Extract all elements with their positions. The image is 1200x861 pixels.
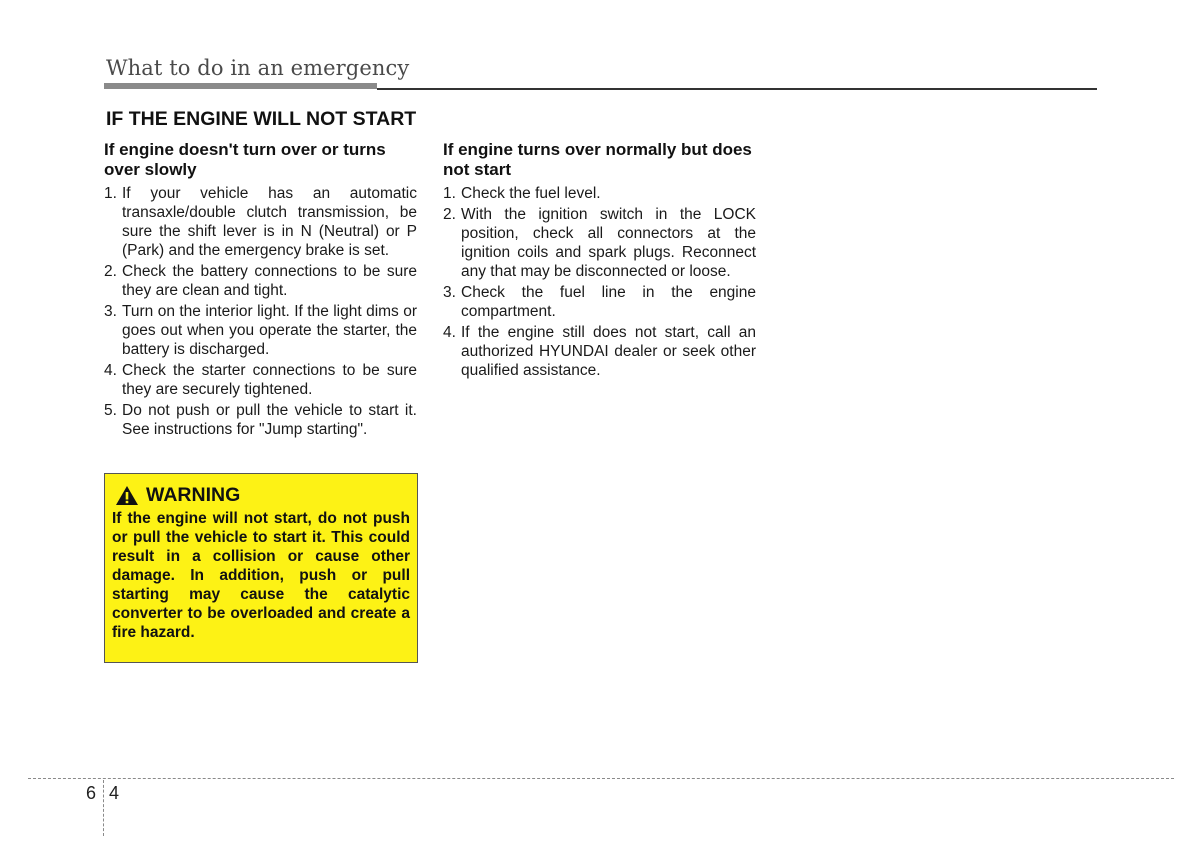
step-number: 3. [104, 303, 117, 320]
step-text: Check the starter connections to be sure they are securely tightened. [122, 362, 417, 398]
section-header: What to do in an emergency [106, 56, 410, 80]
list-item [443, 205, 756, 281]
step-text: With the ignition switch in the LOCK position, check all connectors at the ignition coils and spark plugs. Reconnect any that may be disconnected or loose. [461, 206, 756, 280]
step-number: 4. [104, 362, 117, 379]
step-text: Check the fuel level. [461, 185, 601, 202]
warning-triangle-icon [115, 485, 139, 506]
step-number: 2. [443, 206, 456, 223]
page-number-divider [103, 780, 104, 836]
step-number: 5. [104, 402, 117, 419]
list-item [104, 184, 417, 260]
header-bar [104, 83, 377, 89]
chapter-number: 6 [86, 783, 97, 803]
warning-title: WARNING [146, 484, 241, 506]
right-column [443, 140, 756, 382]
list-item [104, 401, 417, 439]
list-item [104, 361, 417, 399]
step-text: If your vehicle has an automatic transaxle/double clutch transmission, be sure the shift lever is in N (Neutral) or P (Park) and the emergency brake is set. [122, 185, 417, 259]
step-number: 2. [104, 263, 117, 280]
step-number: 3. [443, 284, 456, 301]
right-heading: If engine turns over normally but does not start [443, 140, 752, 179]
step-text: Check the battery connections to be sure they are clean and tight. [122, 263, 417, 299]
left-steps [104, 184, 417, 439]
warning-header [115, 484, 410, 507]
warning-text: If the engine will not start, do not push or pull the vehicle to start it. This could result in a collision or cause other damage. In addition, push or pull starting may cause the catalytic converter to be overloaded and create a fire hazard. [112, 510, 410, 641]
left-column [104, 140, 417, 441]
page-title: IF THE ENGINE WILL NOT START [106, 108, 417, 130]
step-number: 1. [443, 185, 456, 202]
list-item [443, 283, 756, 321]
left-heading: If engine doesn't turn over or turns over slowly [104, 140, 386, 179]
header-rule [377, 88, 1097, 90]
step-number: 1. [104, 185, 117, 202]
footer-divider [28, 778, 1174, 779]
step-text: Do not push or pull the vehicle to start it. See instructions for "Jump starting". [122, 402, 417, 438]
warning-box [104, 473, 418, 663]
step-number: 4. [443, 324, 456, 341]
step-text: If the engine still does not start, call an authorized HYUNDAI dealer or seek other qualified assistance. [461, 324, 756, 379]
right-steps [443, 184, 756, 380]
list-item [443, 323, 756, 380]
step-text: Check the fuel line in the engine compartment. [461, 284, 756, 320]
page-number: 4 [109, 783, 120, 803]
list-item [443, 184, 756, 203]
list-item [104, 262, 417, 300]
list-item [104, 302, 417, 359]
step-text: Turn on the interior light. If the light dims or goes out when you operate the starter, the battery is discharged. [122, 303, 417, 358]
